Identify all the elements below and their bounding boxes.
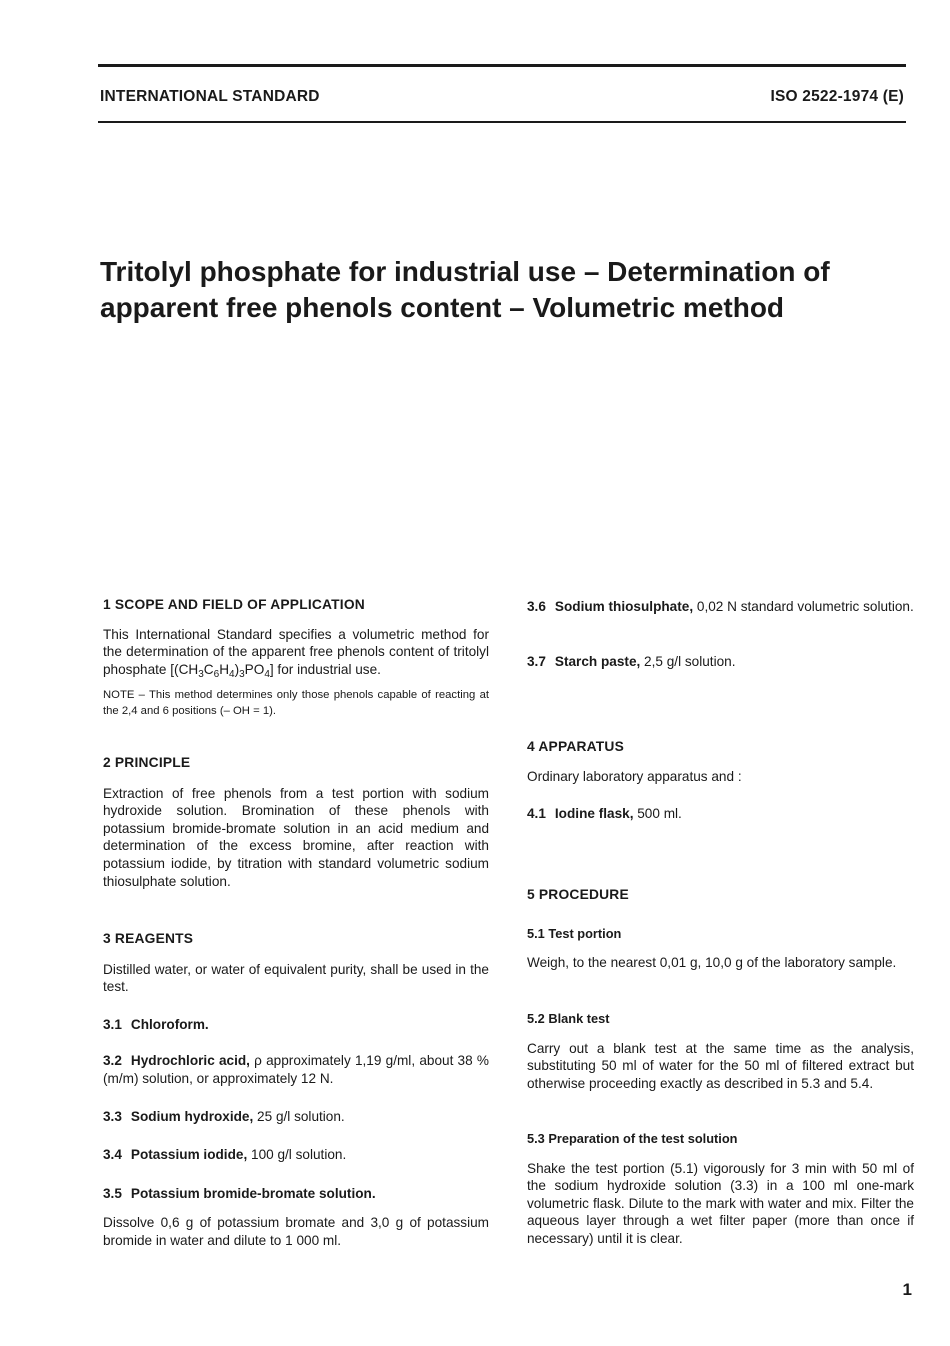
- test-portion-heading: 5.1 Test portion: [527, 926, 622, 941]
- section-reagents: [103, 930, 489, 996]
- reagent-3-5-text: Dissolve 0,6 g of potassium bromate and 3,0 g of potassium bromide in water and dilute to 1 000 ml.: [103, 1215, 489, 1248]
- subsection-blank-test: [527, 1010, 914, 1092]
- subsection-test-solution: [527, 1130, 914, 1248]
- apparatus-intro: Ordinary laboratory apparatus and :: [527, 768, 742, 784]
- test-portion-text: Weigh, to the nearest 0,01 g, 10,0 g of the laboratory sample.: [527, 954, 897, 970]
- standard-number: ISO 2522-1974 (E): [770, 88, 904, 105]
- scope-note: NOTE – This method determines only those phenols capable of reacting at the 2,4 and 6 positions (– OH = 1).: [103, 689, 489, 717]
- scope-heading: 1 SCOPE AND FIELD OF APPLICATION: [103, 597, 365, 612]
- apparatus-heading: 4 APPARATUS: [527, 739, 624, 754]
- reagents-intro: Distilled water, or water of equivalent purity, shall be used in the test.: [103, 961, 489, 995]
- document-title: [100, 254, 890, 326]
- section-principle: [103, 754, 489, 890]
- header-top-rule: [98, 64, 906, 67]
- blank-test-heading: 5.2 Blank test: [527, 1011, 610, 1026]
- section-apparatus: [527, 738, 914, 785]
- scope-text: This International Standard specifies a volumetric method for the determination of the apparent free phenols content of tritolyl phosphate $[(CH_3C_6H_4)_3PO_4]$ for industrial use.: [103, 626, 489, 680]
- subsection-test-portion: [527, 925, 914, 971]
- standard-type-label: INTERNATIONAL STANDARD: [100, 88, 320, 105]
- section-scope: [103, 596, 489, 719]
- apparatus-4-1: 4.1 Iodine flask, 500 ml.: [527, 806, 682, 821]
- blank-test-text: Carry out a blank test at the same time as the analysis, substituting 50 ml of water for the 50 ml of filtered extract but otherwise proceeding exactly as described in 5.3 and 5.4.: [527, 1040, 914, 1091]
- page-number: 1: [902, 1280, 912, 1299]
- reagent-3-5: 3.5 Potassium bromide-bromate solution.: [103, 1186, 376, 1201]
- header-bottom-rule: [98, 121, 906, 123]
- reagent-3-6: 3.6 Sodium thiosulphate, 0,02 N standard volumetric solution.: [527, 599, 914, 614]
- reagent-3-2: 3.2 Hydrochloric acid, ρ approximately 1,19 g/ml, about 38 % (m/m) solution, or approximately 12 N.: [103, 1053, 489, 1086]
- title-line-1: Tritolyl phosphate for industrial use – Determination of: [100, 256, 830, 287]
- title-line-2: apparent free phenols content – Volumetric method: [100, 292, 785, 323]
- reagent-3-1: 3.1 Chloroform.: [103, 1017, 209, 1032]
- right-column: [527, 596, 914, 1256]
- principle-text: Extraction of free phenols from a test portion with sodium hydroxide solution. Bromination of these phenols with potassium bromide-bromate solution in an acid medium and determination of the excess bromine, after reaction with potassium iodide, by titration with standard volumetric sodium thiosulphate solution.: [103, 785, 489, 889]
- reagents-heading: 3 REAGENTS: [103, 931, 194, 946]
- chemical-formula: $[(CH_3C_6H_4)_3PO_4]$: [170, 661, 274, 680]
- reagent-3-7: 3.7 Starch paste, 2,5 g/l solution.: [527, 654, 736, 669]
- principle-heading: 2 PRINCIPLE: [103, 755, 191, 770]
- reagent-3-3: 3.3 Sodium hydroxide, 25 g/l solution.: [103, 1109, 345, 1124]
- left-column: [103, 596, 489, 1256]
- test-solution-heading: 5.3 Preparation of the test solution: [527, 1131, 738, 1146]
- test-solution-text: Shake the test portion (5.1) vigorously for 3 min with 50 ml of the sodium hydroxide solution (3.3) in a 100 ml one-mark volumetric flask. Dilute to the mark with water and mix. Filter the aqueous layer through a wet filter paper (more than once if necessary) until it is clear.: [527, 1160, 914, 1246]
- procedure-heading: 5 PROCEDURE: [527, 887, 629, 902]
- reagent-3-4: 3.4 Potassium iodide, 100 g/l solution.: [103, 1147, 347, 1162]
